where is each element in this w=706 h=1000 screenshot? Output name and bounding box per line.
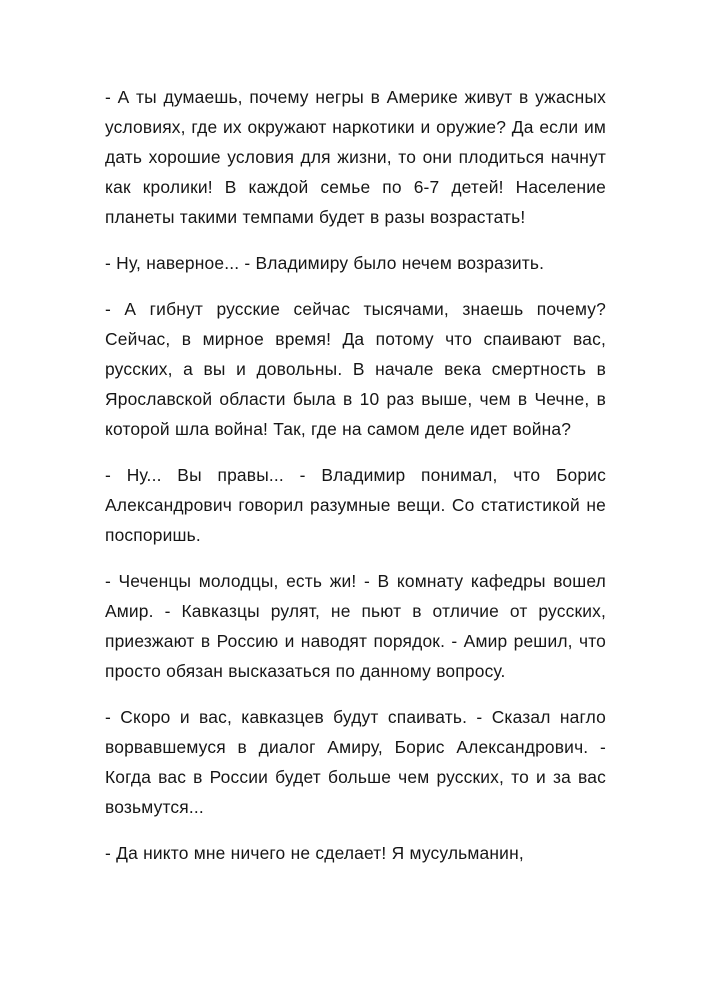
body-paragraph: - Ну... Вы правы... - Владимир понимал, что Борис Александрович говорил разумные вещи. Со статистикой не поспоришь. (105, 465, 606, 545)
body-paragraph: - Чеченцы молодцы, есть жи! - В комнату кафедры вошел Амир. - Кавказцы рулят, не пьют в отличие от русских, приезжают в Россию и наводят порядок. - Амир решил, что просто обязан высказаться по данному вопросу. (105, 571, 606, 681)
body-paragraph: - Скоро и вас, кавказцев будут спаивать. - Сказал нагло ворвавшемуся в диалог Амиру, Борис Александрович. - Когда вас в России будет больше чем русских, то и за вас возьмутся... (105, 707, 606, 817)
body-text-column (105, 82, 606, 868)
body-paragraph: - А ты думаешь, почему негры в Америке живут в ужасных условиях, где их окружают наркотики и оружие? Да если им дать хорошие условия для жизни, то они плодиться начнут как кролики! В каждой семье по 6-7 детей! Население планеты такими темпами будет в разы возрастать! (105, 87, 606, 227)
body-paragraph: - А гибнут русские сейчас тысячами, знаешь почему? Сейчас, в мирное время! Да потому что спаивают вас, русских, а вы и довольны. В начале века смертность в Ярославской области была в 10 раз выше, чем в Чечне, в которой шла война! Так, где на самом деле идет война? (105, 299, 606, 439)
body-paragraph: - Ну, наверное... - Владимиру было нечем возразить. (105, 253, 545, 273)
body-paragraph: - Да никто мне ничего не сделает! Я мусульманин, (105, 843, 524, 863)
